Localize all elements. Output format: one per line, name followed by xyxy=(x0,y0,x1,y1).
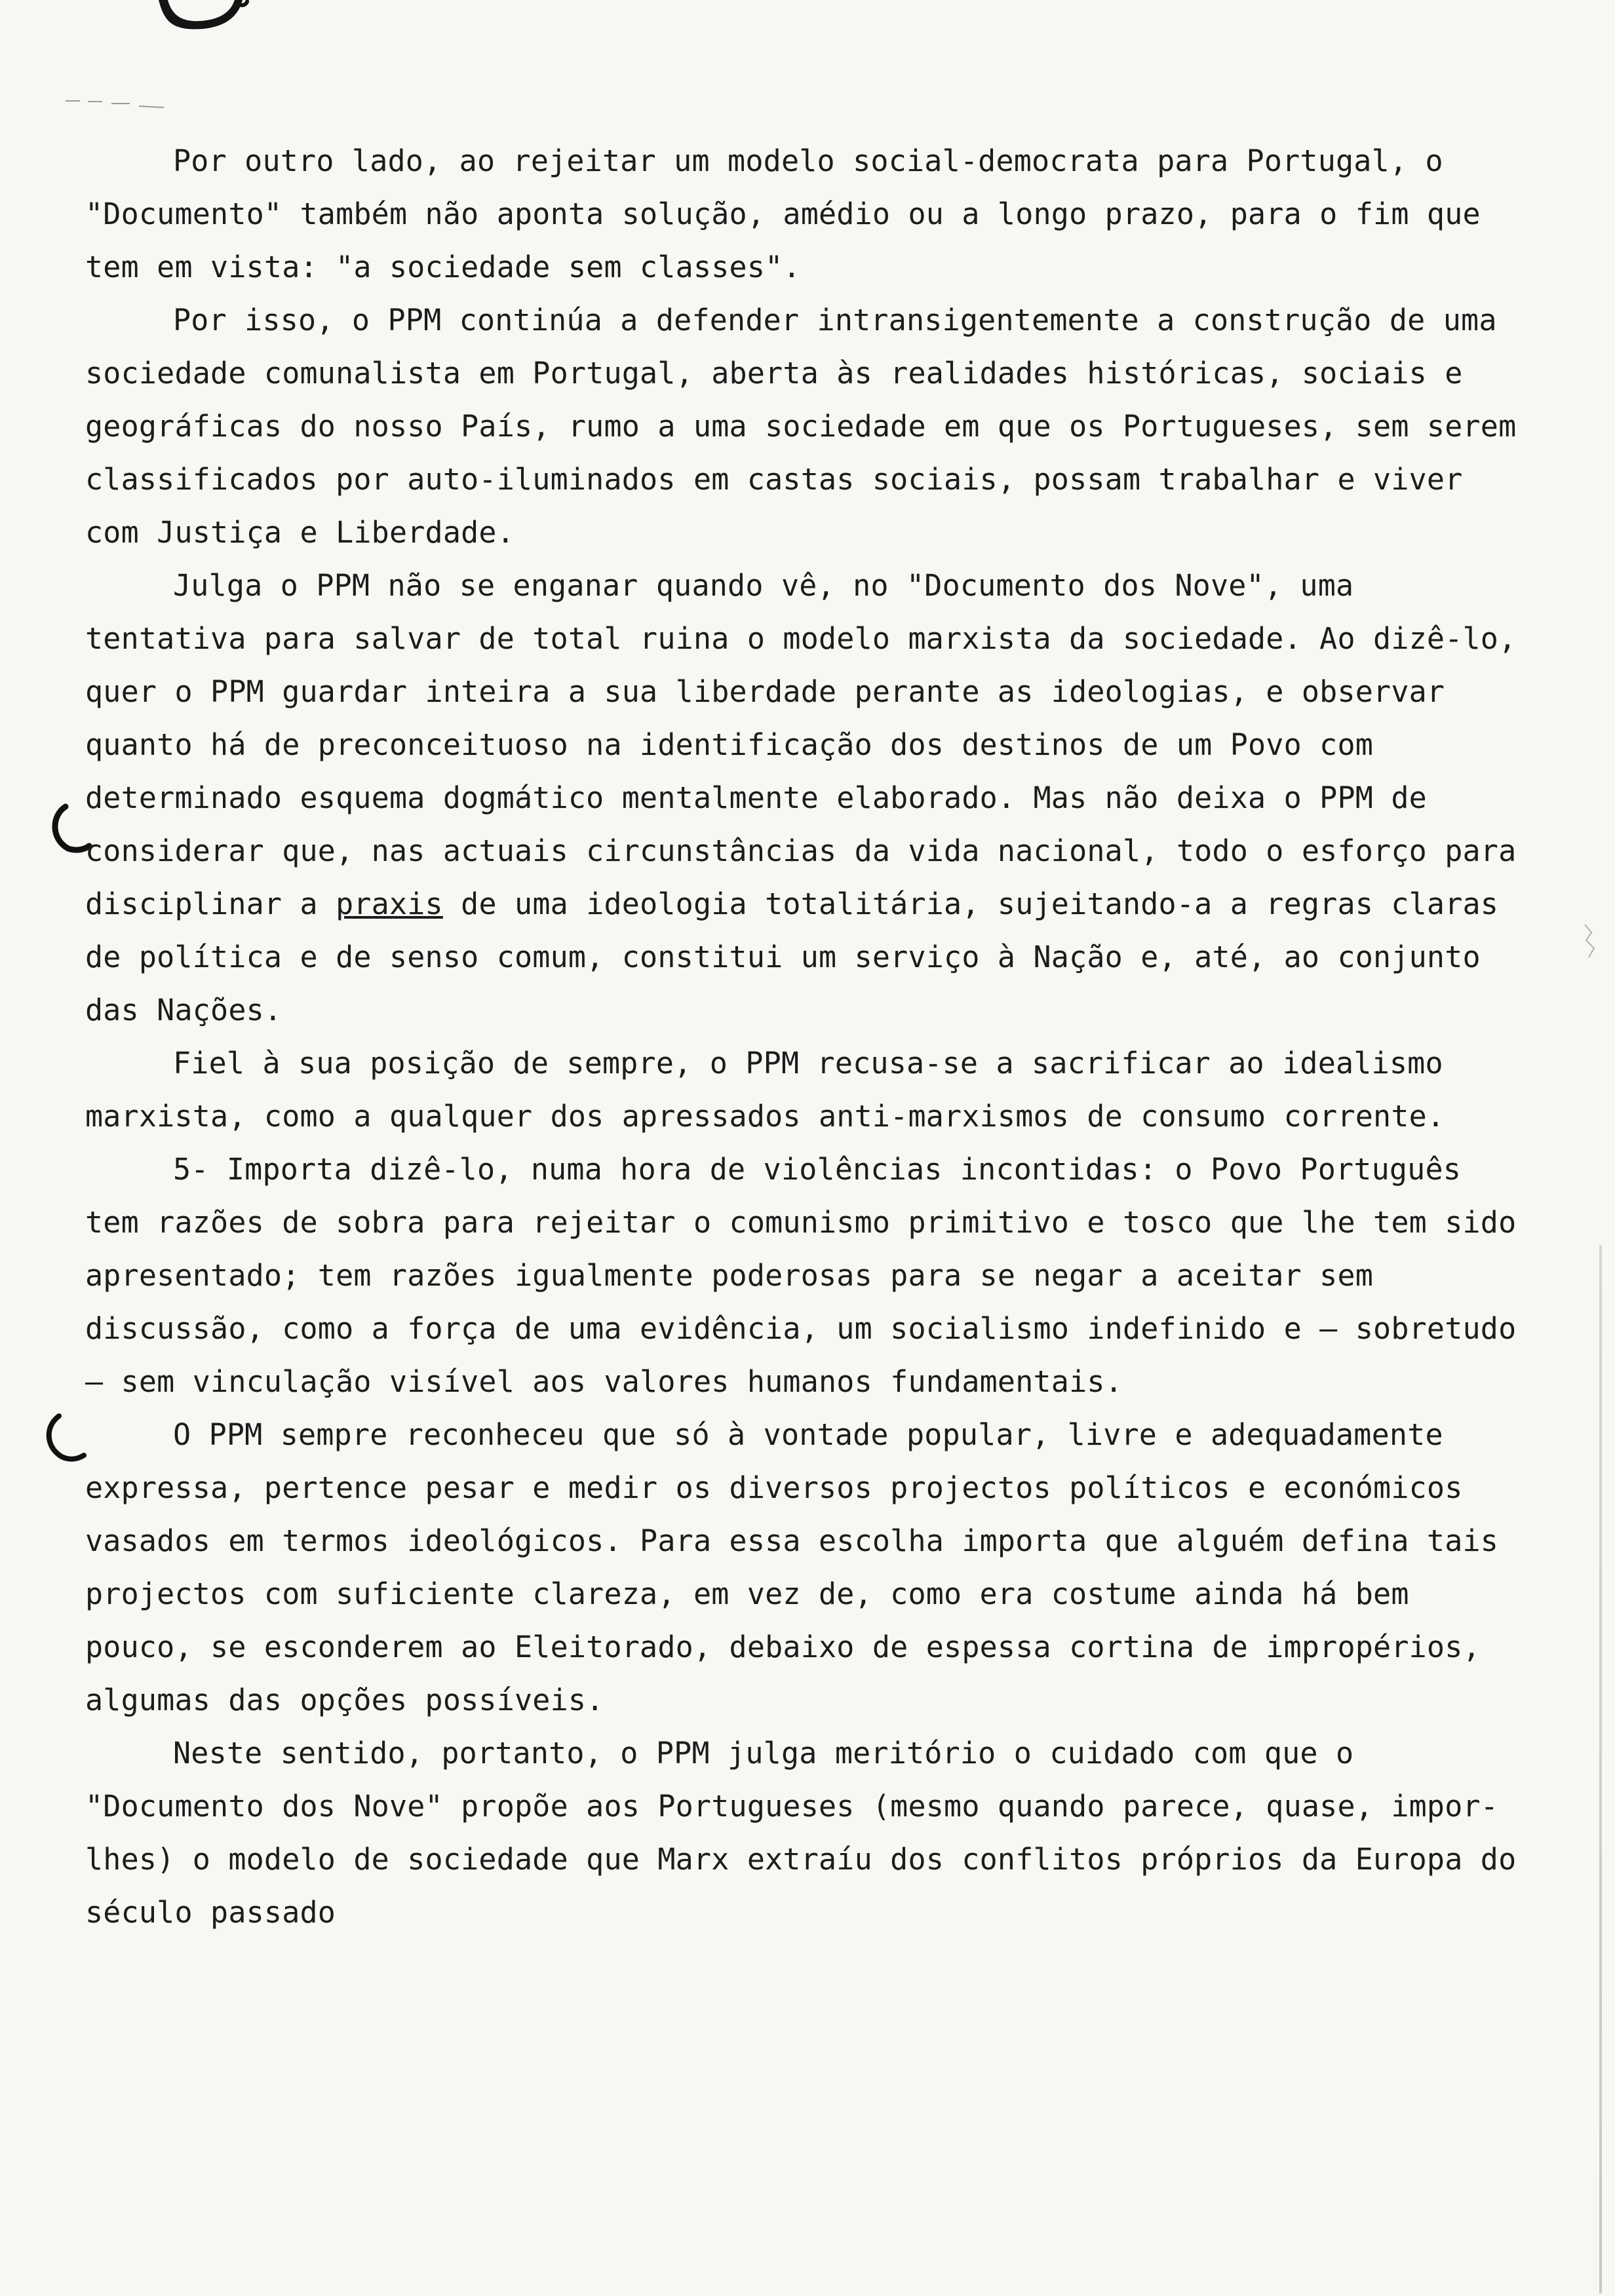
paragraph-text: O PPM sempre reconheceu que só à vontade popular, livre e adequadamente expressa, pertence pesar e medir os diversos projectos políticos e económicos vasados em termos ideológicos. Para essa escolha importa que alguém defina tais projectos com suficiente clareza, em vez de, como era costume ainda há bem pouco, se esconderem ao Eleitorado, debaixo de espessa cortina de impropérios, algumas das opções possíveis. xyxy=(85,1417,1499,1717)
paragraph-text: Julga o PPM não se enganar quando vê, no "Documento dos Nove", uma tentativa para salvar de total ruina o modelo marxista da sociedade. Ao dizê-lo, quer o PPM guardar inteira a sua liberdade perante as ideologias, e observar quanto há de preconceituoso na identificação dos destinos de um Povo com determinado esquema dogmático mentalmente elaborado. Mas não deixa o PPM de considerar que, nas actuais circunstâncias da vida nacional, todo o esforço para disciplinar a xyxy=(85,568,1517,921)
paper-speck-decoration xyxy=(1580,921,1599,960)
margin-bracket-mark xyxy=(41,1412,87,1464)
document-body xyxy=(85,134,1527,1939)
paragraph xyxy=(85,134,1527,294)
underlined-term: praxis xyxy=(336,887,443,921)
paragraph-text: Por outro lado, ao rejeitar um modelo social-democrata para Portugal, o "Documento" também não aponta solução, amédio ou a longo prazo, para o fim que tem em vista: "a sociedade sem classes". xyxy=(85,144,1481,284)
paragraph-text: Por isso, o PPM continúa a defender intransigentemente a construção de uma sociedade comunalista em Portugal, aberta às realidades históricas, sociais e geográficas do nosso País, rumo a uma sociedade em que os Portugueses, sem serem classificados por auto-iluminados em castas sociais, possam trabalhar e viver com Justiça e Liberdade. xyxy=(85,303,1517,550)
paragraph-text: Neste sentido, portanto, o PPM julga meritório o cuidado com que o "Documento dos Nove" propõe aos Portugueses (mesmo quando parece, quase, impor-lhes) o modelo de sociedade que Marx extraíu dos conflitos próprios da Europa do século passado xyxy=(85,1736,1517,1930)
paragraph xyxy=(85,294,1527,559)
paragraph-text: Fiel à sua posição de sempre, o PPM recusa-se a sacrificar ao idealismo marxista, como a qualquer dos apressados anti-marxismos de consumo corrente. xyxy=(85,1046,1445,1134)
paper-edge-shadow xyxy=(1599,1245,1602,2293)
paragraph-text: 5- Importa dizê-lo, numa hora de violências incontidas: o Povo Português tem razões de sobra para rejeitar o comunismo primitivo e tosco que lhe tem sido apresentado; tem razões igualmente poderosas para se negar a aceitar sem discussão, como a força de uma evidência, um socialismo indefinido e — sobretudo — sem vinculação visível aos valores humanos fundamentais. xyxy=(85,1152,1517,1399)
stray-marks-decoration xyxy=(66,98,170,111)
paragraph xyxy=(85,1408,1527,1727)
paragraph xyxy=(85,1143,1527,1408)
paragraph-text: de uma ideologia totalitária, sujeitando-a a regras claras de política e de senso comum, constitui um serviço à Nação e, até, ao conjunto das Nações. xyxy=(85,887,1499,1027)
paragraph xyxy=(85,1037,1527,1143)
paragraph xyxy=(85,1727,1527,1939)
ink-mark-decoration xyxy=(157,0,249,39)
paragraph xyxy=(85,559,1527,1037)
